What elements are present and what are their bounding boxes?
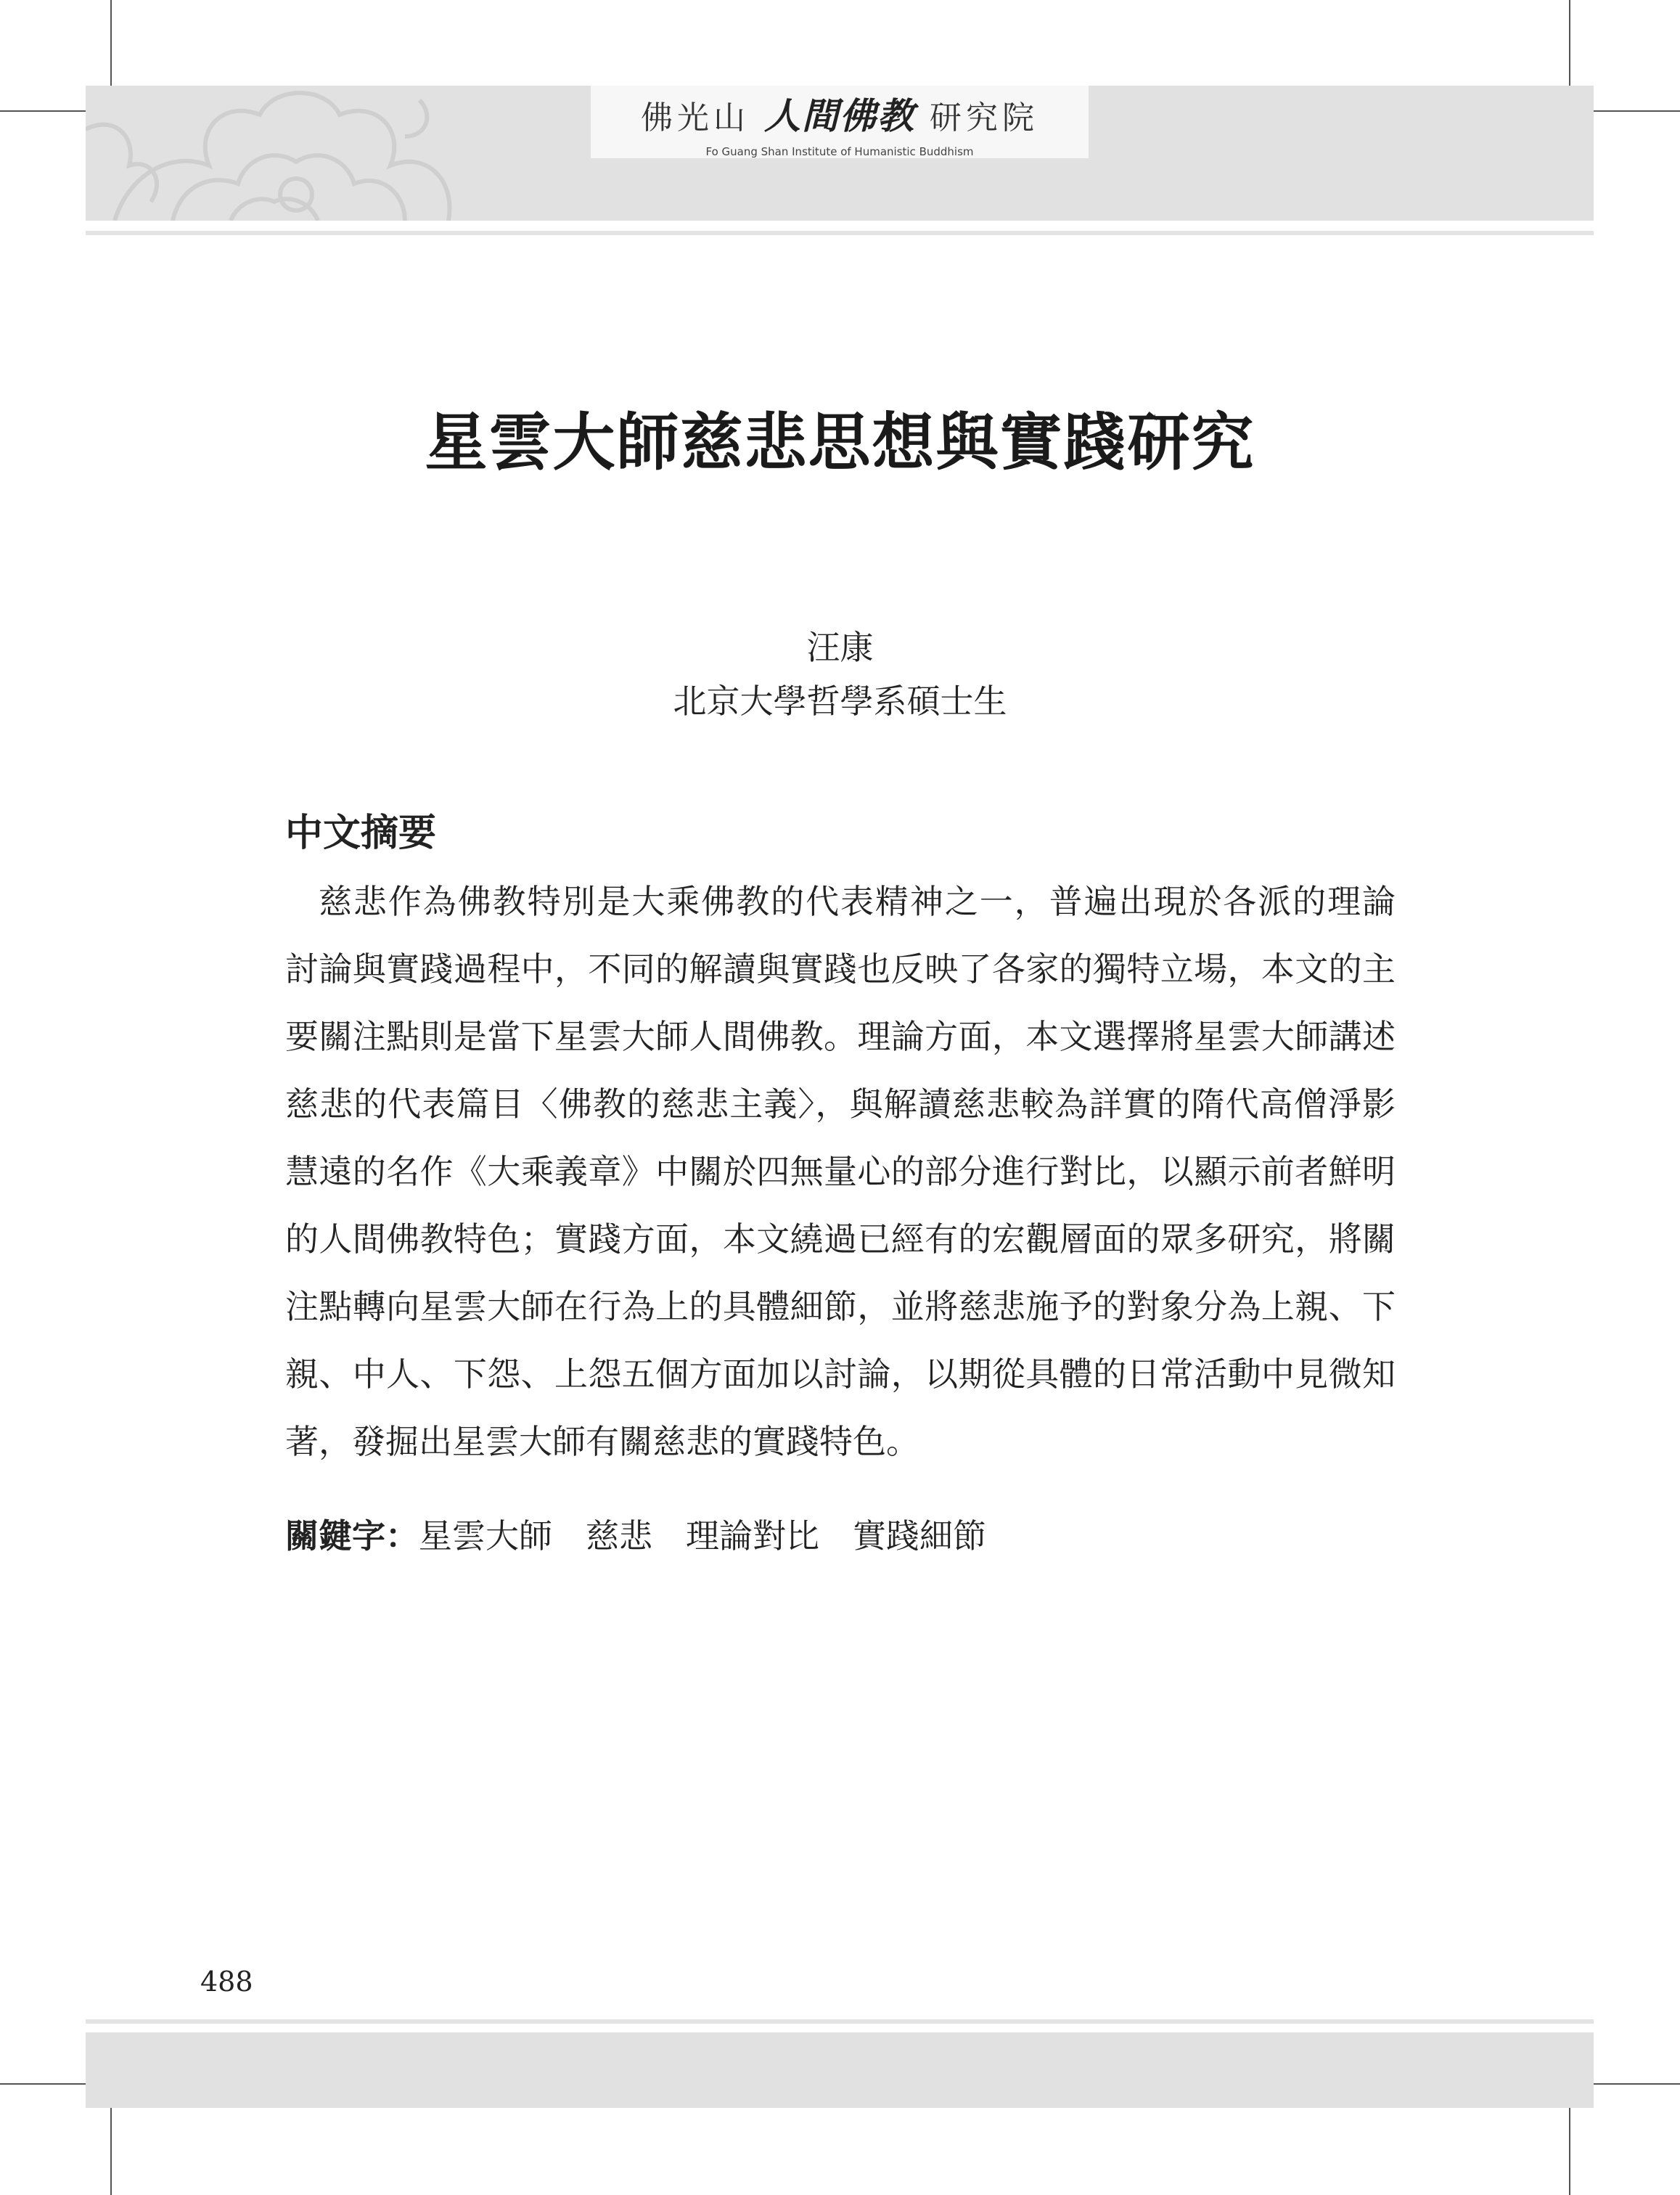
keywords-label: 關鍵字： (285, 1516, 419, 1556)
crop-mark (110, 2108, 112, 2195)
institute-logo (591, 86, 1089, 158)
abstract-line: 注點轉向星雲大師在行為上的具體細節，並將慈悲施予的對象分為上親、下 (285, 1287, 1396, 1326)
abstract-line: 討論與實踐過程中，不同的解讀與實踐也反映了各家的獨特立場，本文的主 (285, 949, 1396, 989)
page-number: 488 (200, 1966, 253, 1998)
logo-cn-right: 研究院 (930, 99, 1038, 136)
abstract-line: 慧遠的名作《大乘義章》中關於四無量心的部分進行對比，以顯示前者鮮明 (285, 1152, 1396, 1191)
author-affiliation: 北京大學哲學系碩士生 (673, 682, 1007, 721)
header-divider (86, 231, 1594, 235)
abstract-line: 慈悲作為佛教特別是大乘佛教的代表精神之一，普遍出現於各派的理論 (319, 882, 1396, 921)
keyword: 慈悲 (586, 1516, 652, 1556)
keyword: 理論對比 (686, 1516, 819, 1556)
abstract-line: 要關注點則是當下星雲大師人間佛教。理論方面，本文選擇將星雲大師講述 (285, 1017, 1396, 1056)
abstract-line: 著，發掘出星雲大師有關慈悲的實踐特色。 (285, 1422, 919, 1461)
crop-mark (1594, 110, 1680, 112)
logo-cn-brush: 人間佛教 (764, 94, 915, 137)
footer-band (86, 2032, 1594, 2108)
abstract-line: 親、中人、下怨、上怨五個方面加以討論，以期從具體的日常活動中見微知 (285, 1354, 1396, 1394)
crop-mark (0, 2083, 86, 2085)
logo-english: Fo Guang Shan Institute of Humanistic Buddhism (705, 145, 974, 158)
crop-mark (0, 110, 86, 112)
lotus-ornament-icon (86, 86, 463, 221)
footer-divider (86, 2019, 1594, 2024)
abstract-line: 慈悲的代表篇目〈佛教的慈悲主義〉，與解讀慈悲較為詳實的隋代高僧淨影 (285, 1084, 1396, 1124)
logo-cn-left: 佛光山 (641, 99, 750, 136)
abstract-heading: 中文摘要 (285, 811, 437, 855)
keyword: 星雲大師 (419, 1516, 552, 1556)
keyword: 實踐細節 (853, 1516, 986, 1556)
author-name: 汪康 (806, 628, 874, 667)
crop-mark (1569, 0, 1570, 86)
article-title: 星雲大師慈悲思想與實踐研究 (425, 406, 1255, 479)
abstract-paragraph (285, 868, 1396, 1476)
crop-mark (1569, 2108, 1570, 2195)
logo-chinese (591, 87, 1089, 139)
crop-mark (1594, 2083, 1680, 2085)
crop-mark (110, 0, 112, 86)
keywords-line (285, 1510, 1020, 1558)
abstract-line: 的人間佛教特色；實踐方面，本文繞過已經有的宏觀層面的眾多研究，將關 (285, 1219, 1396, 1259)
